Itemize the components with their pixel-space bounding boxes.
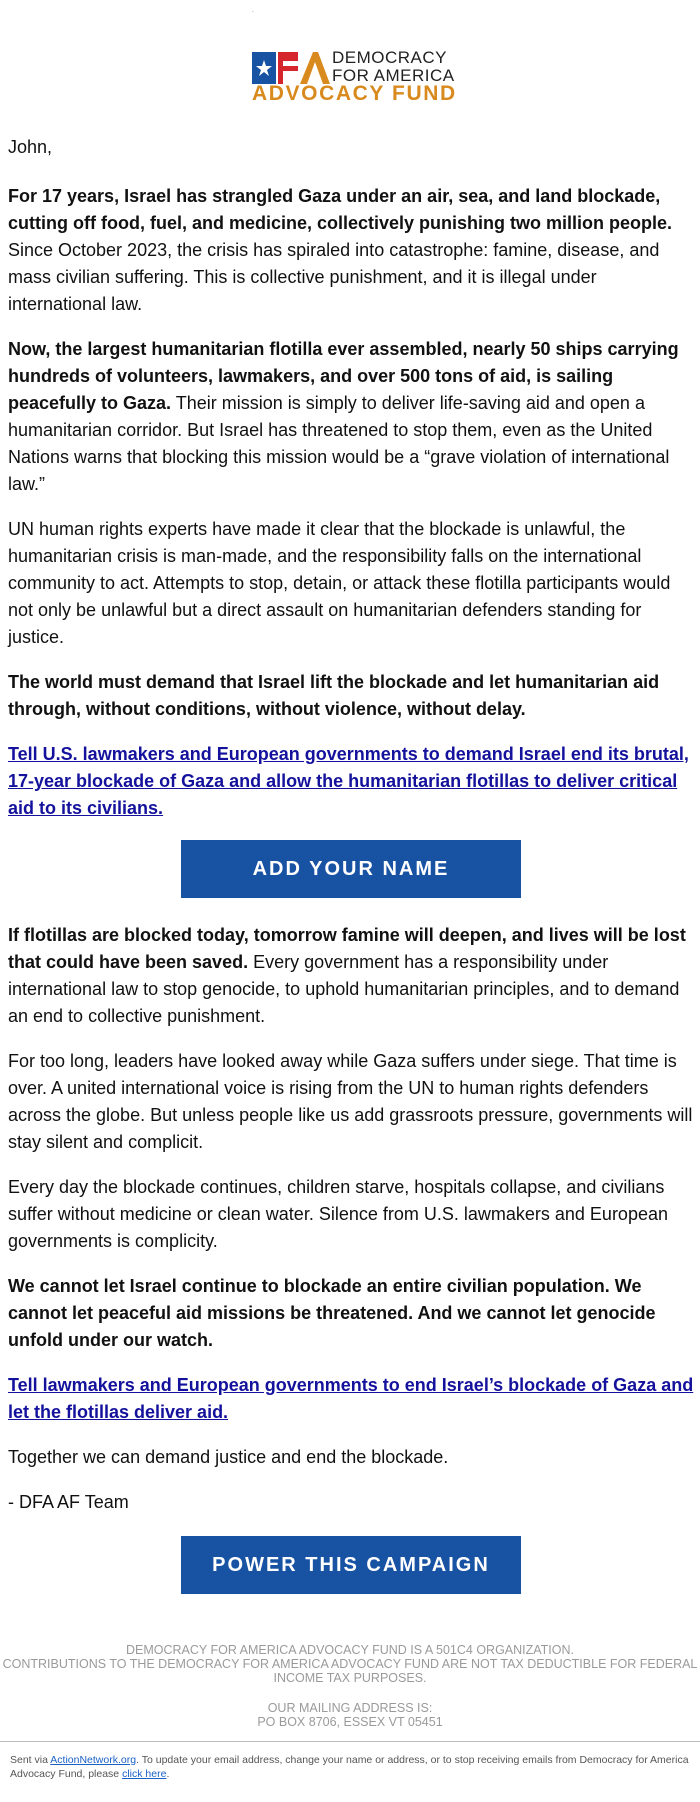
add-your-name-button[interactable]: ADD YOUR NAME	[181, 840, 521, 898]
paragraph-1-rest: Since October 2023, the crisis has spiraled into catastrophe: famine, disease, and mass civilian suffering. This is collective punishment, and it is illegal under international law.	[8, 240, 660, 314]
footer	[0, 1643, 700, 1729]
paragraph-5-bold: If flotillas are blocked today, tomorrow famine will deepen, and lives will be lost that could have been saved.	[8, 925, 686, 972]
power-campaign-button-wrap	[8, 1536, 694, 1594]
dfa-logo-mark	[252, 12, 330, 84]
paragraph-4	[8, 669, 694, 723]
paragraph-9: Together we can demand justice and end the blockade.	[8, 1447, 449, 1467]
sent-middle: . To update your email address, change your name or address, or to stop receiving emails from Democracy for America Advocacy Fund, please	[10, 1754, 689, 1780]
paragraph-7: Every day the blockade continues, children starve, hospitals collapse, and civilians suffer without medicine or clean water. Silence from U.S. lawmakers and European governments is complicity.	[8, 1177, 668, 1251]
actionnetwork-link[interactable]: ActionNetwork.org	[50, 1754, 137, 1766]
paragraph-1	[8, 183, 694, 318]
petition-link-2[interactable]: Tell lawmakers and European governments to end Israel’s blockade of Gaza and let the flotillas deliver aid.	[8, 1375, 694, 1422]
paragraph-8-bold: We cannot let Israel continue to blockade an entire civilian population. We cannot let peaceful aid missions be threatened. And we cannot let genocide unfold under our watch.	[8, 1276, 656, 1350]
paragraph-5	[8, 922, 694, 1030]
unsubscribe-link[interactable]: click here	[122, 1768, 167, 1780]
sent-via-notice	[10, 1753, 690, 1781]
footer-address: PO BOX 8706, ESSEX VT 05451	[257, 1715, 443, 1729]
footer-tax-line: CONTRIBUTIONS TO THE DEMOCRACY FOR AMERICA ADVOCACY FUND ARE NOT TAX DEDUCTIBLE FOR FEDERAL INCOME TAX PURPOSES.	[2, 1657, 698, 1685]
logo-a-shape	[300, 52, 330, 84]
footer-divider	[0, 1741, 700, 1742]
sent-suffix: .	[166, 1768, 170, 1780]
paragraph-1-bold: For 17 years, Israel has strangled Gaza under an air, sea, and land blockade, cutting off food, fuel, and medicine, collectively punishing two million people.	[8, 186, 673, 233]
footer-org-line: DEMOCRACY FOR AMERICA ADVOCACY FUND IS A 501C4 ORGANIZATION.	[125, 1643, 575, 1657]
logo-line-advocacy-fund: ADVOCACY FUND	[252, 82, 457, 105]
paragraph-2	[8, 336, 694, 498]
logo-line-democracy: DEMOCRACY	[332, 48, 448, 67]
email-body	[8, 134, 694, 1618]
logo-mark-text: DFA	[252, 12, 254, 13]
paragraph-5-rest: Every government has a responsibility under international law to stop genocide, to uphold humanitarian principles, and to demand an end to collective punishment.	[8, 952, 680, 1026]
paragraph-8	[8, 1273, 694, 1354]
paragraph-3: UN human rights experts have made it clear that the blockade is unlawful, the humanitarian crisis is man-made, and the responsibility falls on the international community to act. Attempts to stop, detain, or attack these flotilla participants would not only be unlawful but a direct assault on humanitarian defenders standing for justice.	[8, 519, 671, 647]
power-this-campaign-button[interactable]: POWER THIS CAMPAIGN	[181, 1536, 521, 1594]
add-name-button-wrap	[8, 840, 694, 898]
dfa-logo	[250, 12, 457, 105]
paragraph-2-rest: Their mission is simply to deliver life-saving aid and open a humanitarian corridor. But Israel has threatened to stop them, even as the United Nations warns that blocking this mission would be a “grave violation of international law.”	[8, 393, 670, 494]
paragraph-2-bold: Now, the largest humanitarian flotilla ever assembled, nearly 50 ships carrying hundreds of volunteers, lawmakers, and over 500 tons of aid, is sailing peacefully to Gaza.	[8, 339, 679, 413]
sent-prefix: Sent via	[10, 1754, 51, 1766]
logo-line-for-america: FOR AMERICA	[332, 66, 455, 85]
petition-link-1-paragraph	[8, 741, 694, 822]
petition-link-1[interactable]: Tell U.S. lawmakers and European governments to demand Israel end its brutal, 17-year blockade of Gaza and allow the humanitarian flotillas to deliver critical aid to its civilians.	[8, 744, 689, 818]
paragraph-6: For too long, leaders have looked away while Gaza suffers under siege. That time is over. A united international voice is rising from the UN to human rights defenders across the globe. But unless people like us add grassroots pressure, governments will stay silent and complicit.	[8, 1051, 693, 1152]
greeting: John,	[8, 137, 53, 157]
footer-address-label: OUR MAILING ADDRESS IS:	[267, 1701, 433, 1715]
signoff: - DFA AF Team	[8, 1492, 129, 1512]
petition-link-2-paragraph	[8, 1372, 694, 1426]
paragraph-4-bold: The world must demand that Israel lift the blockade and let humanitarian aid through, without conditions, without violence, without delay.	[8, 672, 660, 719]
logo-f-gap	[283, 61, 298, 66]
